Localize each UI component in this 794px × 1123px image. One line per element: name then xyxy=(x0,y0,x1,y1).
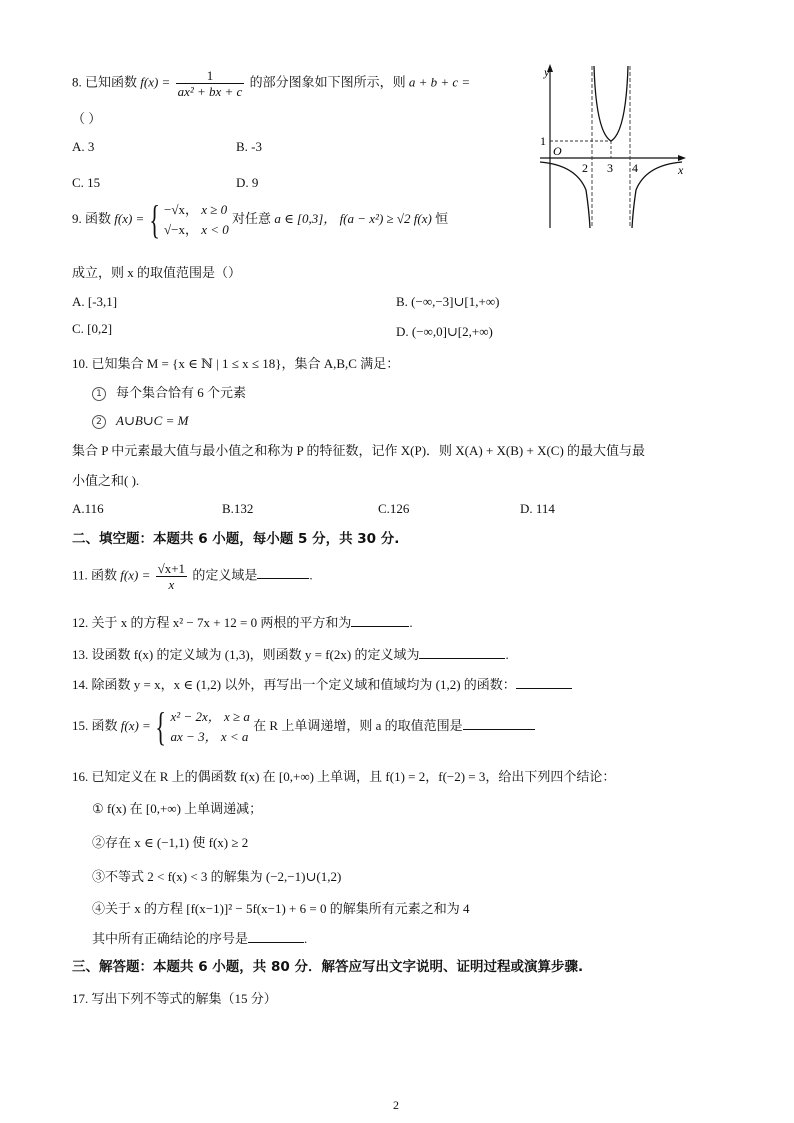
q12-answer-blank[interactable] xyxy=(351,614,409,627)
q8-paren: （ ） xyxy=(72,111,102,126)
q14: 14. 除函数 y = x，x ∈ (1,2) 以外，再写出一个定义域和值域均为 (1,2) 的函数： xyxy=(72,676,572,694)
x-axis-arrow xyxy=(678,155,686,161)
q9-option-c: C. [0,2] xyxy=(72,321,113,336)
tick-label-1: 1 xyxy=(540,134,546,148)
q9-cases: −√x， x ≥ 0 √−x， x < 0 xyxy=(164,202,229,237)
q11: 11. 函数 f(x) = $\frac{√x+1}{x}$ 的定义域是 . xyxy=(72,561,313,592)
y-label: y xyxy=(544,65,550,79)
x-label: x xyxy=(678,163,684,177)
q8-option-c: C. 15 xyxy=(72,175,101,190)
curve-middle-branch xyxy=(594,66,628,141)
q9-option-d: D. (−∞,0]∪[2,+∞) xyxy=(396,324,493,339)
q10-line3: 集合 P 中元素最大值与最小值之和称为 P 的特征数，记作 X(P)．则 X(A) + X(B) + X(C) 的最大值与最 xyxy=(72,443,646,458)
q12: 12. 关于 x 的方程 x² − 7x + 12 = 0 两根的平方和为 . xyxy=(72,615,413,630)
section-3-heading: 三、解答题：本题共 6 小题，共 80 分．解答应写出文字说明、证明过程或演算步骤. xyxy=(72,959,584,975)
q13-answer-blank[interactable] xyxy=(419,646,505,659)
q16-conclusion-4: ④关于 x 的方程 [f(x−1)]² − 5f(x−1) + 6 = 0 的解集所有元素之和为 4 xyxy=(92,901,470,916)
q10-option-a: A.116 xyxy=(72,501,104,516)
q8-option-b: B. -3 xyxy=(236,139,262,154)
q10-condition-1: 1 每个集合恰有 6 个元素 xyxy=(92,384,246,402)
q9-option-a: A. [-3,1] xyxy=(72,294,118,309)
q9-line2: 成立，则 x 的取值范围是（） xyxy=(72,265,242,280)
q8-option-d: D. 9 xyxy=(236,175,259,190)
q15-answer-blank[interactable] xyxy=(463,717,535,730)
q9-stem: 9. 函数 f(x) = { −√x， x ≥ 0 √−x， x < 0 对任意 a ∈ [0,3]， f(a − x²) ≥ √2 f(x) 恒 xyxy=(72,197,449,242)
tick-label-4: 4 xyxy=(632,161,638,175)
q15: 15. 函数 f(x) = { x² − 2x， x ≥ a ax − 3， x < a 在 R 上单调递增，则 a 的取值范围是 xyxy=(72,707,535,747)
q16-conclusion-2: ②存在 x ∈ (−1,1) 使 f(x) ≥ 2 xyxy=(92,835,249,850)
curve-right-branch xyxy=(632,162,682,228)
q8-option-a: A. 3 xyxy=(72,139,95,154)
q9-option-b: B. (−∞,−3]∪[1,+∞) xyxy=(396,294,500,309)
origin-label: O xyxy=(553,144,562,158)
q16-final: 其中所有正确结论的序号是 . xyxy=(92,931,308,946)
q10-stem: 10. 已知集合 M = {x ∈ ℕ | 1 ≤ x ≤ 18}，集合 A,B,C 满足： xyxy=(72,356,400,371)
q10-line4: 小值之和( ). xyxy=(72,473,140,488)
q10-condition-2: 2 A∪B∪C = M xyxy=(92,412,188,430)
section-2-heading: 二、填空题：本题共 6 小题，每小题 5 分，共 30 分. xyxy=(72,531,400,547)
q16-conclusion-3: ③不等式 2 < f(x) < 3 的解集为 (−2,−1)∪(1,2) xyxy=(92,869,342,884)
q17: 17. 写出下列不等式的解集（15 分） xyxy=(72,991,277,1006)
tick-label-3: 3 xyxy=(607,161,613,175)
q11-answer-blank[interactable] xyxy=(257,566,309,579)
q8-fraction: $\frac{1}{\text{ax² + bx + c}}$ xyxy=(177,68,243,99)
q16-stem: 16. 已知定义在 R 上的偶函数 f(x) 在 [0,+∞) 上单调，且 f(1) = 2，f(−2) = 3，给出下列四个结论： xyxy=(72,769,616,784)
q10-option-d: D. 114 xyxy=(520,501,555,516)
q8-stem: 8. 已知函数 f(x) = $\frac{1}{\text{ax² + bx + c}}$ 的部分图象如下图所示，则 a + b + c = xyxy=(72,68,471,99)
q16-answer-blank[interactable] xyxy=(248,930,304,943)
q10-option-b: B.132 xyxy=(222,501,254,516)
page-number: 2 xyxy=(393,1098,399,1112)
tick-label-2: 2 xyxy=(582,161,588,175)
q14-answer-blank[interactable] xyxy=(516,676,572,689)
q16-conclusion-1: ① f(x) 在 [0,+∞) 上单调递减； xyxy=(92,801,263,816)
q8-function-graph xyxy=(536,62,692,230)
q10-option-c: C.126 xyxy=(378,501,410,516)
q13: 13. 设函数 f(x) 的定义域为 (1,3)，则函数 y = f(2x) 的定义域为 . xyxy=(72,647,509,662)
